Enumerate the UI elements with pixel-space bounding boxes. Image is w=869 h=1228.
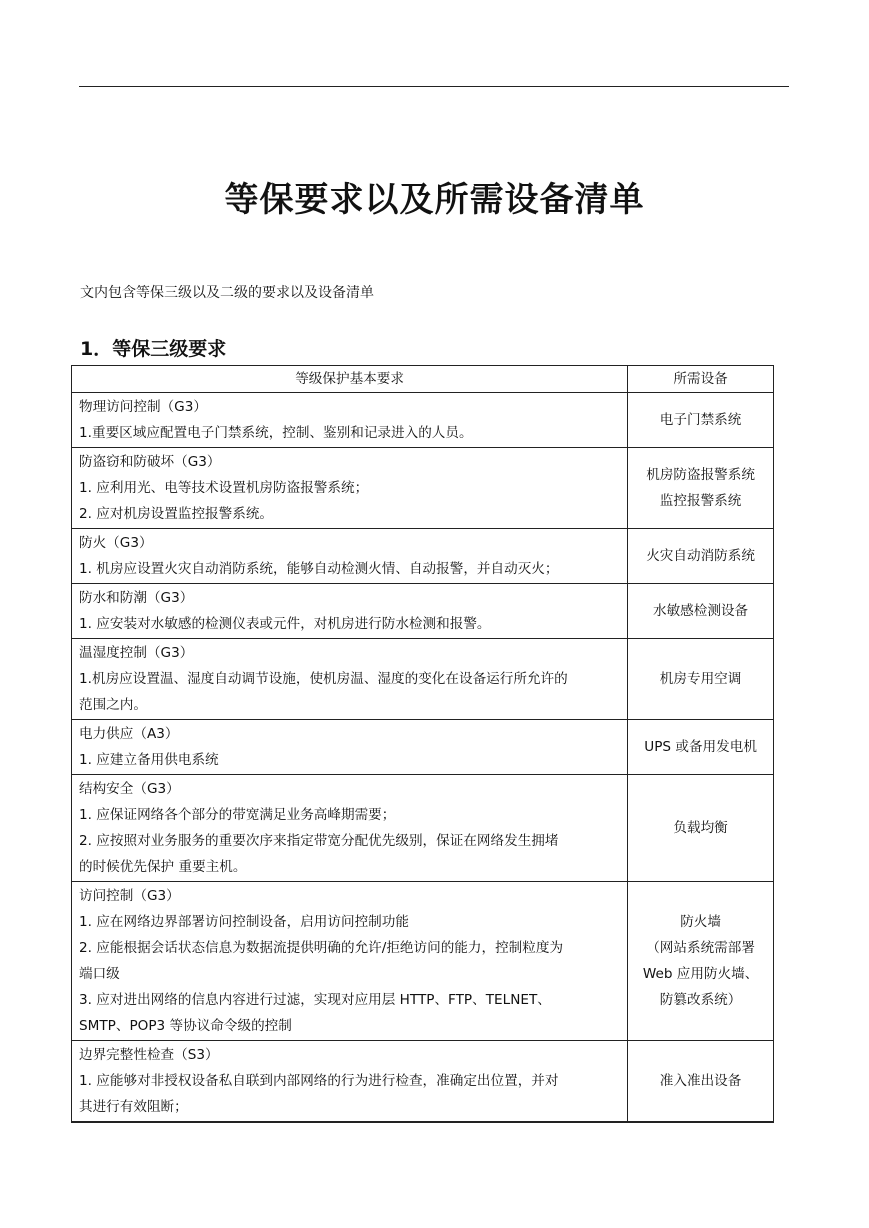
requirement-line: SMTP、POP3 等协议命令级的控制 bbox=[79, 1018, 292, 1034]
device-line: 准入准出设备 bbox=[659, 1073, 742, 1089]
requirement-line: 2. 应按照对业务服务的重要次序来指定带宽分配优先级别，保证在网络发生拥堵 bbox=[79, 833, 559, 849]
requirement-line: 1. 应能够对非授权设备私自联到内部网络的行为进行检查，准确定出位置，并对 bbox=[79, 1073, 559, 1089]
requirement-category: 温湿度控制（G3） bbox=[79, 645, 194, 661]
table-row bbox=[72, 529, 774, 584]
header-devices: 所需设备 bbox=[628, 366, 774, 393]
device-line: 机房防盗报警系统 bbox=[646, 467, 755, 483]
device-cell bbox=[628, 720, 774, 775]
header-requirement: 等级保护基本要求 bbox=[72, 366, 628, 393]
requirement-line: 1. 机房应设置火灾自动消防系统，能够自动检测火情、自动报警，并自动灭火； bbox=[79, 561, 559, 577]
requirement-cell bbox=[72, 775, 628, 882]
device-line: UPS 或备用发电机 bbox=[644, 739, 757, 755]
document-title: 等保要求以及所需设备清单 bbox=[224, 180, 645, 220]
requirement-category: 防火（G3） bbox=[79, 535, 153, 551]
requirement-line: 端口级 bbox=[79, 966, 120, 982]
requirement-cell bbox=[72, 639, 628, 720]
device-line: 防篡改系统） bbox=[659, 992, 742, 1008]
table-row bbox=[72, 448, 774, 529]
requirement-cell bbox=[72, 393, 628, 448]
device-cell bbox=[628, 775, 774, 882]
table-row bbox=[72, 393, 774, 448]
requirement-category: 边界完整性检查（S3） bbox=[79, 1047, 219, 1063]
device-cell bbox=[628, 1041, 774, 1123]
requirement-line: 1. 应安装对水敏感的检测仪表或元件，对机房进行防水检测和报警。 bbox=[79, 616, 491, 632]
requirement-line: 1.机房应设置温、湿度自动调节设施，使机房温、湿度的变化在设备运行所允许的 bbox=[79, 671, 568, 687]
requirement-category: 防盗窃和防破坏（G3） bbox=[79, 454, 221, 470]
requirement-category: 物理访问控制（G3） bbox=[79, 399, 207, 415]
device-line: 防火墙 bbox=[680, 914, 721, 930]
device-line: 火灾自动消防系统 bbox=[646, 548, 755, 564]
requirement-cell bbox=[72, 720, 628, 775]
device-line: 监控报警系统 bbox=[659, 493, 742, 509]
header-rule bbox=[79, 86, 789, 87]
device-line: 电子门禁系统 bbox=[659, 412, 742, 428]
section-heading: 1．等保三级要求 bbox=[80, 338, 227, 360]
table-row bbox=[72, 584, 774, 639]
table-row bbox=[72, 720, 774, 775]
requirement-cell bbox=[72, 1041, 628, 1123]
table-row bbox=[72, 775, 774, 882]
table-row bbox=[72, 639, 774, 720]
requirement-line: 1. 应在网络边界部署访问控制设备，启用访问控制功能 bbox=[79, 914, 409, 930]
device-cell bbox=[628, 529, 774, 584]
device-cell bbox=[628, 448, 774, 529]
device-line: Web 应用防火墙、 bbox=[642, 966, 759, 982]
requirement-line: 1. 应利用光、电等技术设置机房防盗报警系统； bbox=[79, 480, 369, 496]
table-row bbox=[72, 1041, 774, 1123]
requirement-line: 1.重要区域应配置电子门禁系统，控制、鉴别和记录进入的人员。 bbox=[79, 425, 473, 441]
requirement-line: 2. 应能根据会话状态信息为数据流提供明确的允许/拒绝访问的能力，控制粒度为 bbox=[79, 940, 564, 956]
requirement-line: 2. 应对机房设置监控报警系统。 bbox=[79, 506, 274, 522]
requirement-line: 1. 应建立备用供电系统 bbox=[79, 752, 219, 768]
requirement-line: 3. 应对进出网络的信息内容进行过滤，实现对应用层 HTTP、FTP、TELNET、 bbox=[79, 992, 551, 1008]
requirement-cell bbox=[72, 584, 628, 639]
device-cell bbox=[628, 584, 774, 639]
requirement-category: 电力供应（A3） bbox=[79, 726, 179, 742]
requirement-category: 防水和防潮（G3） bbox=[79, 590, 194, 606]
requirements-table bbox=[71, 365, 774, 1123]
requirement-category: 结构安全（G3） bbox=[79, 781, 180, 797]
device-cell bbox=[628, 639, 774, 720]
device-cell bbox=[628, 393, 774, 448]
requirement-cell bbox=[72, 882, 628, 1041]
requirement-line: 的时候优先保护 重要主机。 bbox=[79, 859, 247, 875]
device-line: 机房专用空调 bbox=[659, 671, 742, 687]
device-line: 负载均衡 bbox=[673, 820, 728, 836]
table-header-row bbox=[72, 366, 774, 393]
requirement-line: 1. 应保证网络各个部分的带宽满足业务高峰期需要； bbox=[79, 807, 396, 823]
intro-text: 文内包含等保三级以及二级的要求以及设备清单 bbox=[80, 285, 374, 301]
device-line: 水敏感检测设备 bbox=[653, 603, 749, 619]
requirement-line: 其进行有效阻断； bbox=[79, 1099, 188, 1115]
table-body bbox=[72, 393, 774, 1123]
requirement-category: 访问控制（G3） bbox=[79, 888, 180, 904]
table-row bbox=[72, 882, 774, 1041]
device-cell bbox=[628, 882, 774, 1041]
requirement-line: 范围之内。 bbox=[79, 697, 147, 713]
requirement-cell bbox=[72, 448, 628, 529]
device-line: （网站系统需部署 bbox=[646, 940, 755, 956]
requirement-cell bbox=[72, 529, 628, 584]
